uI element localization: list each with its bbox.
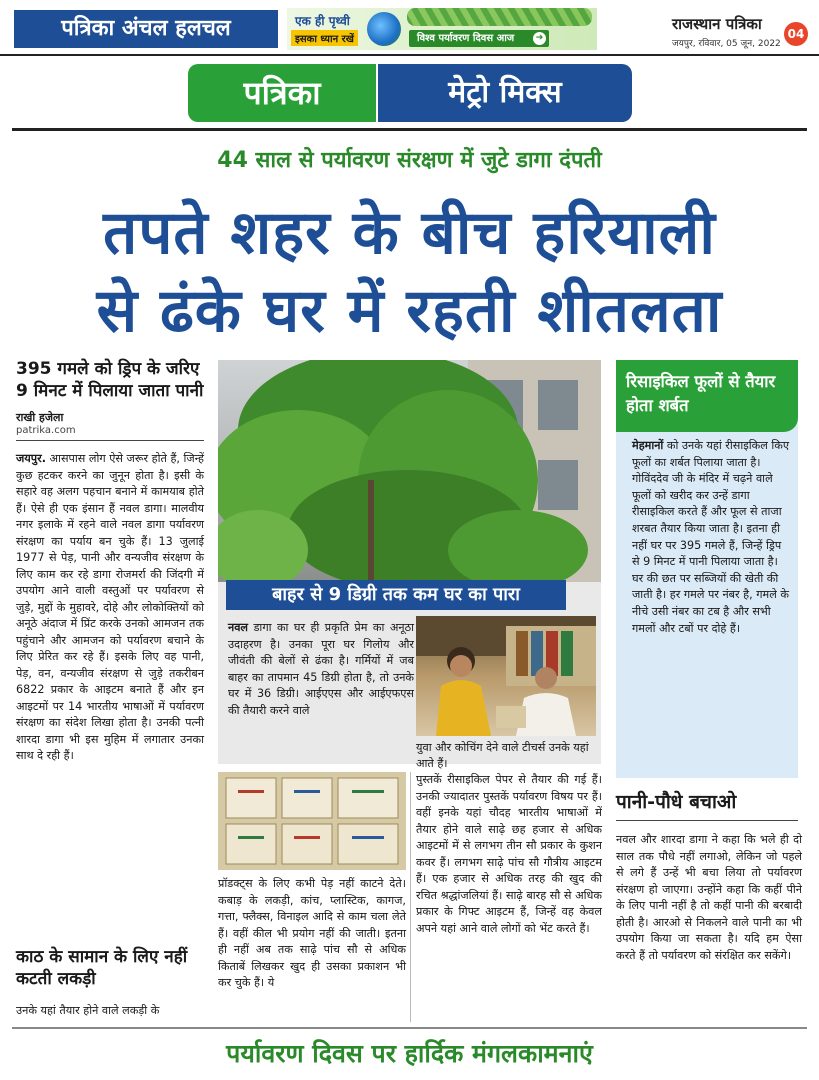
house-photo xyxy=(218,360,601,582)
divider xyxy=(16,440,204,441)
headline-line2: से ढंके घर में रहती शीतलता xyxy=(96,276,723,346)
house-illustration xyxy=(218,360,601,582)
sharbat-box-text xyxy=(632,438,790,637)
masthead-strip xyxy=(0,0,819,56)
environment-day-banner xyxy=(287,8,597,50)
temperature-body: डागा का घर ही प्रकृति प्रेम का अनूठा उदाहरण है। उनका पूरा घर गिलोय और जीवंती की बेलों से ढंका है। गर्मियों में जब बाहर का तापमान 45 डिग्री होता है, तो उनके घर में 36 डिग्री। आईएएस और आईएफएस की तैयारी करने वाले xyxy=(228,621,414,717)
env-banner-line2: इसका ध्यान रखें xyxy=(291,30,358,46)
left-body xyxy=(16,451,204,765)
headline xyxy=(0,194,819,350)
products-illustration xyxy=(218,772,406,870)
footer-greeting: पर्यावरण दिवस पर हार्दिक मंगलकामनाएं xyxy=(226,1039,593,1068)
couple-illustration xyxy=(416,616,596,736)
dateline: जयपुर. xyxy=(16,452,46,465)
paper-name: राजस्थान पत्रिका xyxy=(672,15,762,33)
products-text: प्रॉडक्ट्स के लिए कभी पेड़ नहीं काटने देते। कबाड़ के लकड़ी, कांच, प्लास्टिक, कागज, गत्ता, फ्लैक्स, विनाइल आदि से काम चला लेते हैं। वहीं कील भी प्रयोग नहीं की जाती। इतना ही नहीं अब तक साढ़े पांच सौ से अधिक किताबें लिखकर खुद ही उसका प्रकाशन भी कर चुके हैं। ये xyxy=(218,877,406,989)
divider xyxy=(12,1027,807,1029)
temperature-lead: नवल xyxy=(228,621,249,634)
divider xyxy=(12,128,807,131)
temperature-subhead: बाहर से 9 डिग्री तक कम घर का पारा xyxy=(226,580,566,610)
left-subhead-2: काठ के सामान के लिए नहीं कटती लकड़ी xyxy=(16,947,188,989)
sharbat-body: को उनके यहां रीसाइकिल किए फूलों का शर्बत पिलाया जाता है। गोविंददेव जी के मंदिर में चढ़ने वाले फूलों को खरीद कर उन्हें डागा रीसाइकिल करते हैं और फूल से ताजा शरबत तैयार किया जाता है। इतना ही नहीं घर पर 395 गमले हैं, जिन्हें ड्रिप से 9 मिनट में पानी पिलाया जाता है। घर की छत पर सब्जियों की खेती की जाती है। हर गमले पर नंबर है, गमले के नीचे उसी नंबर का टब है और सभी गमलों और टबों पर दोहे हैं। xyxy=(632,439,790,635)
books-photo xyxy=(218,772,406,870)
env-banner-line1: एक ही पृथ्वी xyxy=(295,14,350,28)
divider xyxy=(616,820,798,821)
right-body: नवल और शारदा डागा ने कहा कि भले ही दो साल तक पौधे नहीं लगाओ, लेकिन जो पहले से लगे हैं उन्हें भी बचा लिया तो पर्यावरण संरक्षण हो जाएगा। उन्होंने कहा कि कहीं पीने के लिए पानी नहीं है तो कहीं पानी की बरबादी होती है। आरओ से निकलने वाले पानी का भी उपयोग किया जा सकता है। यदि हम ऐसा करते हैं तो पर्यावरण को संरक्षित कर सकेंगे। xyxy=(616,833,802,962)
issue-date: जयपुर, रविवार, 05 जून, 2022 xyxy=(672,39,781,49)
left-body-end: उनके यहां तैयार होने वाले लकड़ी के xyxy=(16,1004,160,1017)
right-subhead: पानी-पौधे बचाओ xyxy=(616,791,737,813)
arrow-right-icon: ➔ xyxy=(533,32,546,45)
couple-caption: युवा और कोचिंग देने वाले टीचर्स उनके यहां आते हैं। xyxy=(416,741,589,770)
temperature-text xyxy=(228,620,414,719)
headline-line1: तपते शहर के बीच हरियाली xyxy=(103,198,716,268)
leaves-icon xyxy=(407,8,592,26)
left-body-text: आसपास लोग ऐसे जरूर होते हैं, जिन्हें कुछ हटकर करने का जुनून होता है। इसी के सहारे वह अलग पहचान बनाने में कामयाब होते हैं। ऐसे ही एक इंसान हैं नवल डागा। मालवीय नगर इलाके में रहने वाले नवल डागा पर्यावरण संरक्षण का पर्याय बन चुके हैं। 13 जुलाई 1977 से पेड़, पानी और वन्यजीव संरक्षण के लिए काम कर रहे डागा रोजमर्रा की जिंदगी में उपयोग आने वाली वस्तुओं पर पर्यावरण से जुड़े, मुद्दों के मुहावरे, दोहे और लोकोक्तियों को अनूठे अंदाज में प्रिंट करके उनको आमजन तक पहुंचाने और आमजन को पर्यावरण बचाने के लिए प्रेरित कर रहे हैं। इसके लिए वह पानी, पेड़, वन, वन्यजीव संरक्षण से जुड़े तकरीबन 6822 प्रकार के आइटम बनाते हैं और इन आइटमों पर 14 भारतीय भाषाओं में पर्यावरण संरक्षण का संदेश लिखा होता है। उनकी पत्नी शारदा डागा भी इस मुहिम में लगातार उनका साथ दे रही हैं। xyxy=(16,452,204,762)
left-column xyxy=(16,358,204,765)
page-number-badge: 04 xyxy=(784,22,808,46)
section-tab-metro-mix: मेट्रो मिक्स xyxy=(378,64,632,122)
byline-source: patrika.com xyxy=(16,425,76,436)
kicker: 44 साल से पर्यावरण संरक्षण में जुटे डागा दंपती xyxy=(217,148,602,173)
zone-title: पत्रिका अंचल हलचल xyxy=(14,10,278,48)
earth-icon xyxy=(367,12,401,46)
sharbat-box-head: रिसाइकिल फूलों से तैयार होता शर्बत xyxy=(616,360,798,432)
section-tab-patrika: पत्रिका xyxy=(188,64,376,122)
left-subhead: 395 गमले को ड्रिप के जरिए 9 मिनट में पिलाया जाता पानी xyxy=(16,359,204,401)
byline: राखी हजेला xyxy=(16,411,64,424)
divider xyxy=(410,772,411,1022)
couple-photo xyxy=(416,616,596,736)
sharbat-lead: मेहमानों xyxy=(632,439,664,452)
env-banner-pill: विश्व पर्यावरण दिवस आज xyxy=(409,30,549,47)
books-text: पुस्तकें रीसाइकिल पेपर से तैयार की गई हैं। उनकी ज्यादातर पुस्तकें पर्यावरण विषय पर हैं। वहीं इनके यहां चौदह भारतीय भाषाओं में तैयार होने वाले साढ़े छह हजार से अधिक आइटमों में से लगभग तीन सौ प्रकार के कुशन कवर हैं। लगभग साढ़े पांच सौ गौत्रीय आइटम हैं। एक हजार से अधिक तरह की खुद की रचित श्रद्धांजलियां हैं। साढ़े बारह सौ से अधिक प्रकार के गिफ्ट आइटम हैं, जिन्हें वह केवल अपने यहां आने वाले लोगों को भेंट करते हैं। xyxy=(416,773,602,935)
